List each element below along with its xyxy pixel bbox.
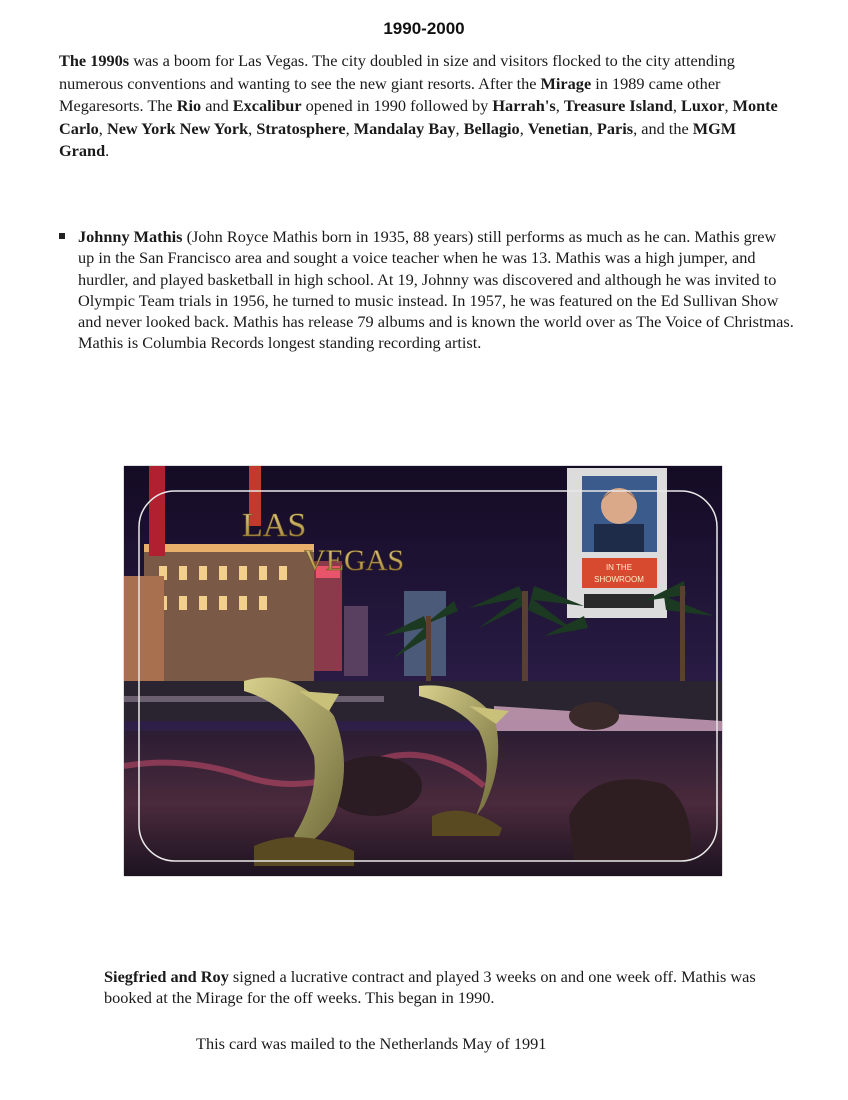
intro-paragraph [59,50,784,163]
luxor-name: Luxor [681,96,725,115]
mathis-bullet-item [59,226,794,354]
intro-text: , [588,118,597,138]
siegfried-roy-name: Siegfried and Roy [104,967,229,986]
rio-name: Rio [176,96,202,115]
intro-text: opened in 1990 followed by [301,96,493,115]
postcard-logo-line2: VEGAS [304,544,405,577]
page-title: 1990-2000 [383,19,465,38]
mathis-text: (John Royce Mathis born in 1935, 88 years) still performs as much as he can. Mathis grew up in the San Francisco area and sought a voice teacher when he was 13. Mathis was a high jumper, and hurdler, and played basketball in high school. At 19, Johnny was discovered and although he was invited to Olympic Team trials in 1956, he turned to music instead. In 1957, he was featured on the Ed Sullivan Show and never looked back. Mathis has release 79 albums and is known the world over as The Voice of Christmas. Mathis is Columbia Records longest standing recording artist. [78,227,794,353]
intro-text: , [519,118,528,138]
mandalay-bay-name: Mandalay Bay [353,118,456,138]
mathis-paragraph [78,226,794,354]
mathis-name: Johnny Mathis [78,227,183,246]
billboard-line2: SHOWROOM [594,575,644,584]
intro-text: was a boom for Las Vegas. The city doubled in size and visitors flocked to the city attending numerous conventions and wanting to see the new giant resorts. After the [59,51,735,93]
casino-building [144,544,314,694]
billboard-line1: IN THE [605,563,633,572]
intro-bold-1990s: The 1990s [59,51,130,70]
intro-text: , [98,118,107,138]
monte-carlo-name: Monte Carlo [59,96,778,138]
treasure-island-name: Treasure Island [563,96,673,115]
paris-name: Paris [596,118,634,138]
intro-text: , and the [633,118,693,138]
mailed-note: This card was mailed to the Netherlands May of 1991 [196,1034,547,1053]
portrait-face [601,488,637,524]
intro-text: , [455,118,464,138]
mgm-grand-name: MGM Grand [59,118,737,160]
venetian-name: Venetian [527,118,589,138]
postcard-logo-line1: LAS [242,507,307,544]
intro-text: in 1989 came other Megaresorts. The [59,73,721,115]
postcard-scene [124,466,722,876]
bellagio-name: Bellagio [463,118,520,138]
new-york-new-york-name: New York New York [106,118,249,138]
intro-text: . [105,141,110,160]
stratosphere-name: Stratosphere [256,118,346,138]
intro-text: , [724,96,733,115]
bullet-square-icon [59,233,65,239]
excalibur-name: Excalibur [232,96,302,115]
intro-text: , [248,118,257,138]
intro-text: , [672,96,681,115]
las-vegas-postcard-image [124,466,722,876]
intro-text: , [555,96,564,115]
intro-text: and [201,96,233,115]
intro-text: , [345,118,354,138]
siegfried-roy-text: signed a lucrative contract and played 3 weeks on and one week off. Mathis was booked at the Mirage for the off weeks. This began in 1990. [104,967,756,1008]
siegfried-roy-paragraph [104,966,784,1009]
harrahs-name: Harrah's [492,96,556,115]
mirage-name: Mirage [540,73,592,93]
